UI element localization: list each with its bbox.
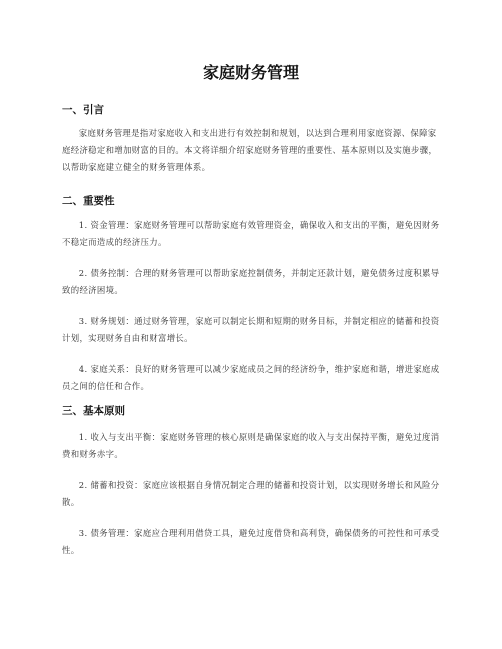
- section-heading-importance: 二、重要性: [62, 195, 115, 207]
- section-heading-introduction: 一、引言: [62, 104, 104, 116]
- section-heading-basic-principles: 三、基本原则: [62, 405, 125, 417]
- paragraph: 3. 债务管理：家庭应合理利用借贷工具，避免过度借贷和高利贷，确保债务的可控性和可承受性。: [62, 528, 440, 556]
- paragraph: 4. 家庭关系：良好的财务管理可以减少家庭成员之间的经济纷争，维护家庭和谐，增进家庭成员之间的信任和合作。: [62, 364, 440, 392]
- paragraph: 2. 债务控制：合理的财务管理可以帮助家庭控制债务，并制定还款计划，避免债务过度积累导致的经济困境。: [62, 268, 440, 296]
- paragraph: 2. 储蓄和投资：家庭应该根据自身情况制定合理的储蓄和投资计划，以实现财务增长和风险分散。: [62, 480, 440, 508]
- paragraph: 3. 财务规划：通过财务管理，家庭可以制定长期和短期的财务目标，并制定相应的储蓄和投资计划，实现财务自由和财富增长。: [62, 316, 440, 344]
- document-title: 家庭财务管理: [202, 63, 299, 82]
- paragraph: 1. 资金管理：家庭财务管理可以帮助家庭有效管理资金，确保收入和支出的平衡，避免因财务不稳定而造成的经济压力。: [62, 220, 440, 248]
- paragraph: 1. 收入与支出平衡：家庭财务管理的核心原则是确保家庭的收入与支出保持平衡，避免过度消费和财务赤字。: [62, 432, 440, 460]
- paragraph: 家庭财务管理是指对家庭收入和支出进行有效控制和规划，以达到合理利用家庭资源、保障家庭经济稳定和增加财富的目的。本文将详细介绍家庭财务管理的重要性、基本原则以及实施步骤，以帮助家庭建立健全的财务管理体系。: [62, 128, 438, 173]
